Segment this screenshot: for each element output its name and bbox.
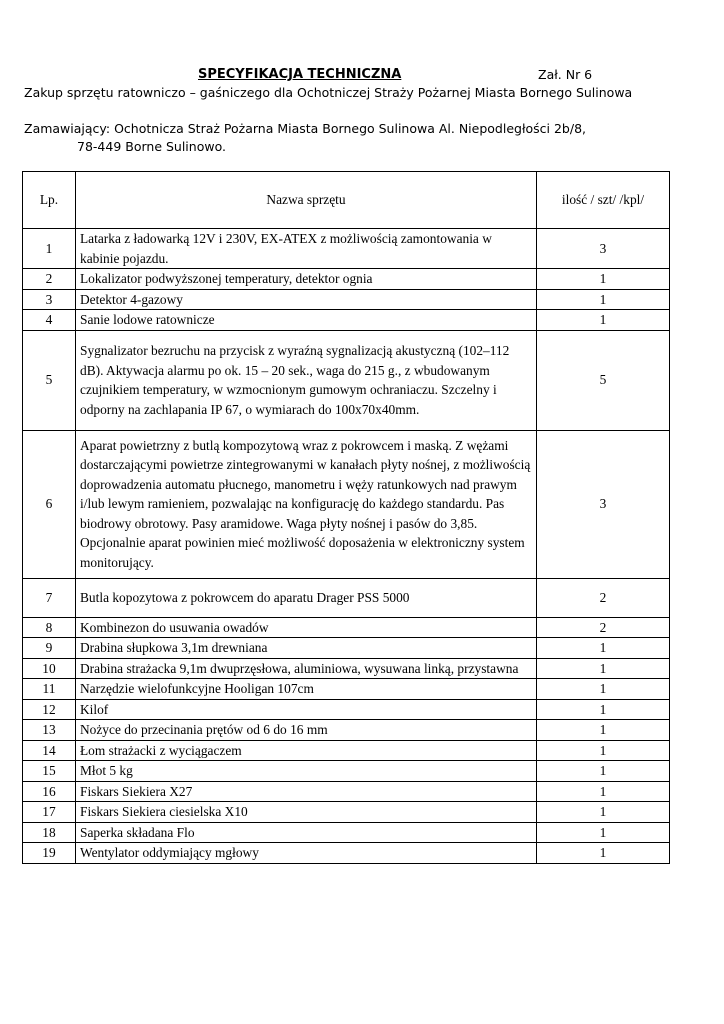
item-name: Detektor 4-gazowy — [76, 289, 537, 310]
item-quantity: 1 — [537, 289, 670, 310]
row-number: 18 — [23, 822, 76, 843]
orderer-line-2: 78-449 Borne Sulinowo. — [77, 139, 226, 154]
item-quantity: 3 — [537, 229, 670, 269]
table-row — [23, 638, 670, 659]
item-name: Wentylator oddymiający mgłowy — [76, 843, 537, 864]
orderer-line-1: Zamawiający: Ochotnicza Straż Pożarna Miasta Bornego Sulinowa Al. Niepodległości 2b/8, — [24, 121, 587, 136]
row-number: 3 — [23, 289, 76, 310]
row-number: 2 — [23, 269, 76, 290]
item-quantity: 1 — [537, 822, 670, 843]
row-number: 10 — [23, 658, 76, 679]
row-number: 5 — [23, 330, 76, 430]
item-name: Sanie lodowe ratownicze — [76, 310, 537, 331]
item-quantity: 1 — [537, 658, 670, 679]
item-name: Saperka składana Flo — [76, 822, 537, 843]
item-name: Drabina słupkowa 3,1m drewniana — [76, 638, 537, 659]
item-quantity: 1 — [537, 843, 670, 864]
item-name: Narzędzie wielofunkcyjne Hooligan 107cm — [76, 679, 537, 700]
document-title: SPECYFIKACJA TECHNICZNA — [198, 67, 402, 82]
item-quantity: 1 — [537, 699, 670, 720]
item-quantity: 1 — [537, 310, 670, 331]
specification-table — [22, 171, 670, 864]
table-row — [23, 310, 670, 331]
row-number: 15 — [23, 761, 76, 782]
table-body — [23, 229, 670, 864]
row-number: 6 — [23, 430, 76, 578]
row-number: 9 — [23, 638, 76, 659]
table-header-row — [23, 172, 670, 229]
column-header-quantity: ilość / szt/ /kpl/ — [537, 172, 670, 229]
table-row — [23, 658, 670, 679]
row-number: 1 — [23, 229, 76, 269]
table-row — [23, 617, 670, 638]
item-quantity: 1 — [537, 269, 670, 290]
item-name: Lokalizator podwyższonej temperatury, detektor ognia — [76, 269, 537, 290]
row-number: 12 — [23, 699, 76, 720]
table-row — [23, 781, 670, 802]
table-row — [23, 679, 670, 700]
item-name: Sygnalizator bezruchu na przycisk z wyraźną sygnalizacją akustyczną (102–112 dB). Aktywacja alarmu po ok. 15 – 20 sek., waga do 215 g., z wbudowanym czujnikiem temperatury, w wzmocnionym gumowym ochraniaczu. Szczelny i odporny na zachlapania IP 67, o wymiarach do 100x70x40mm. — [76, 330, 537, 430]
row-number: 11 — [23, 679, 76, 700]
column-header-name: Nazwa sprzętu — [76, 172, 537, 229]
item-quantity: 1 — [537, 679, 670, 700]
item-name: Kilof — [76, 699, 537, 720]
column-header-lp: Lp. — [23, 172, 76, 229]
table-row — [23, 330, 670, 430]
row-number: 4 — [23, 310, 76, 331]
annex-number: Zał. Nr 6 — [538, 67, 593, 82]
item-quantity: 1 — [537, 802, 670, 823]
row-number: 14 — [23, 740, 76, 761]
table-row — [23, 843, 670, 864]
row-number: 8 — [23, 617, 76, 638]
item-name: Młot 5 kg — [76, 761, 537, 782]
document-subtitle: Zakup sprzętu ratowniczo – gaśniczego dla Ochotniczej Straży Pożarnej Miasta Bornego Sulinowa — [24, 85, 633, 100]
table-row — [23, 802, 670, 823]
item-quantity: 3 — [537, 430, 670, 578]
table-row — [23, 289, 670, 310]
item-quantity: 1 — [537, 740, 670, 761]
row-number: 16 — [23, 781, 76, 802]
item-quantity: 2 — [537, 578, 670, 617]
table-row — [23, 761, 670, 782]
table-row — [23, 740, 670, 761]
item-name: Drabina strażacka 9,1m dwuprzęsłowa, aluminiowa, wysuwana linką, przystawna — [76, 658, 537, 679]
table-row — [23, 229, 670, 269]
table-row — [23, 720, 670, 741]
item-quantity: 2 — [537, 617, 670, 638]
item-name: Butla kopozytowa z pokrowcem do aparatu Drager PSS 5000 — [76, 578, 537, 617]
table-row — [23, 699, 670, 720]
row-number: 19 — [23, 843, 76, 864]
row-number: 13 — [23, 720, 76, 741]
item-name: Latarka z ładowarką 12V i 230V, EX-ATEX z możliwością zamontowania w kabinie pojazdu. — [76, 229, 537, 269]
table-row — [23, 822, 670, 843]
table-row — [23, 578, 670, 617]
item-name: Kombinezon do usuwania owadów — [76, 617, 537, 638]
row-number: 7 — [23, 578, 76, 617]
item-name: Łom strażacki z wyciągaczem — [76, 740, 537, 761]
item-name: Aparat powietrzny z butlą kompozytową wraz z pokrowcem i maską. Z wężami dostarczającymi powietrze zintegrowanymi w kanałach płyty nośnej, z możliwością doprowadzenia automatu płucnego, manometru i węży ratunkowych nad prawym i/lub lewym ramieniem, pozwalając na konfigurację do każdego standardu. Pas biodrowy obrotowy. Pasy aramidowe. Waga płyty nośnej i pasów do 3,85. Opcjonalnie aparat powinien mieć możliwość doposażenia w elektroniczny system monitorujący. — [76, 430, 537, 578]
row-number: 17 — [23, 802, 76, 823]
item-quantity: 1 — [537, 761, 670, 782]
item-quantity: 1 — [537, 638, 670, 659]
item-name: Fiskars Siekiera ciesielska X10 — [76, 802, 537, 823]
item-name: Nożyce do przecinania prętów od 6 do 16 mm — [76, 720, 537, 741]
item-quantity: 1 — [537, 781, 670, 802]
item-name: Fiskars Siekiera X27 — [76, 781, 537, 802]
table-row — [23, 269, 670, 290]
item-quantity: 1 — [537, 720, 670, 741]
table-row — [23, 430, 670, 578]
item-quantity: 5 — [537, 330, 670, 430]
